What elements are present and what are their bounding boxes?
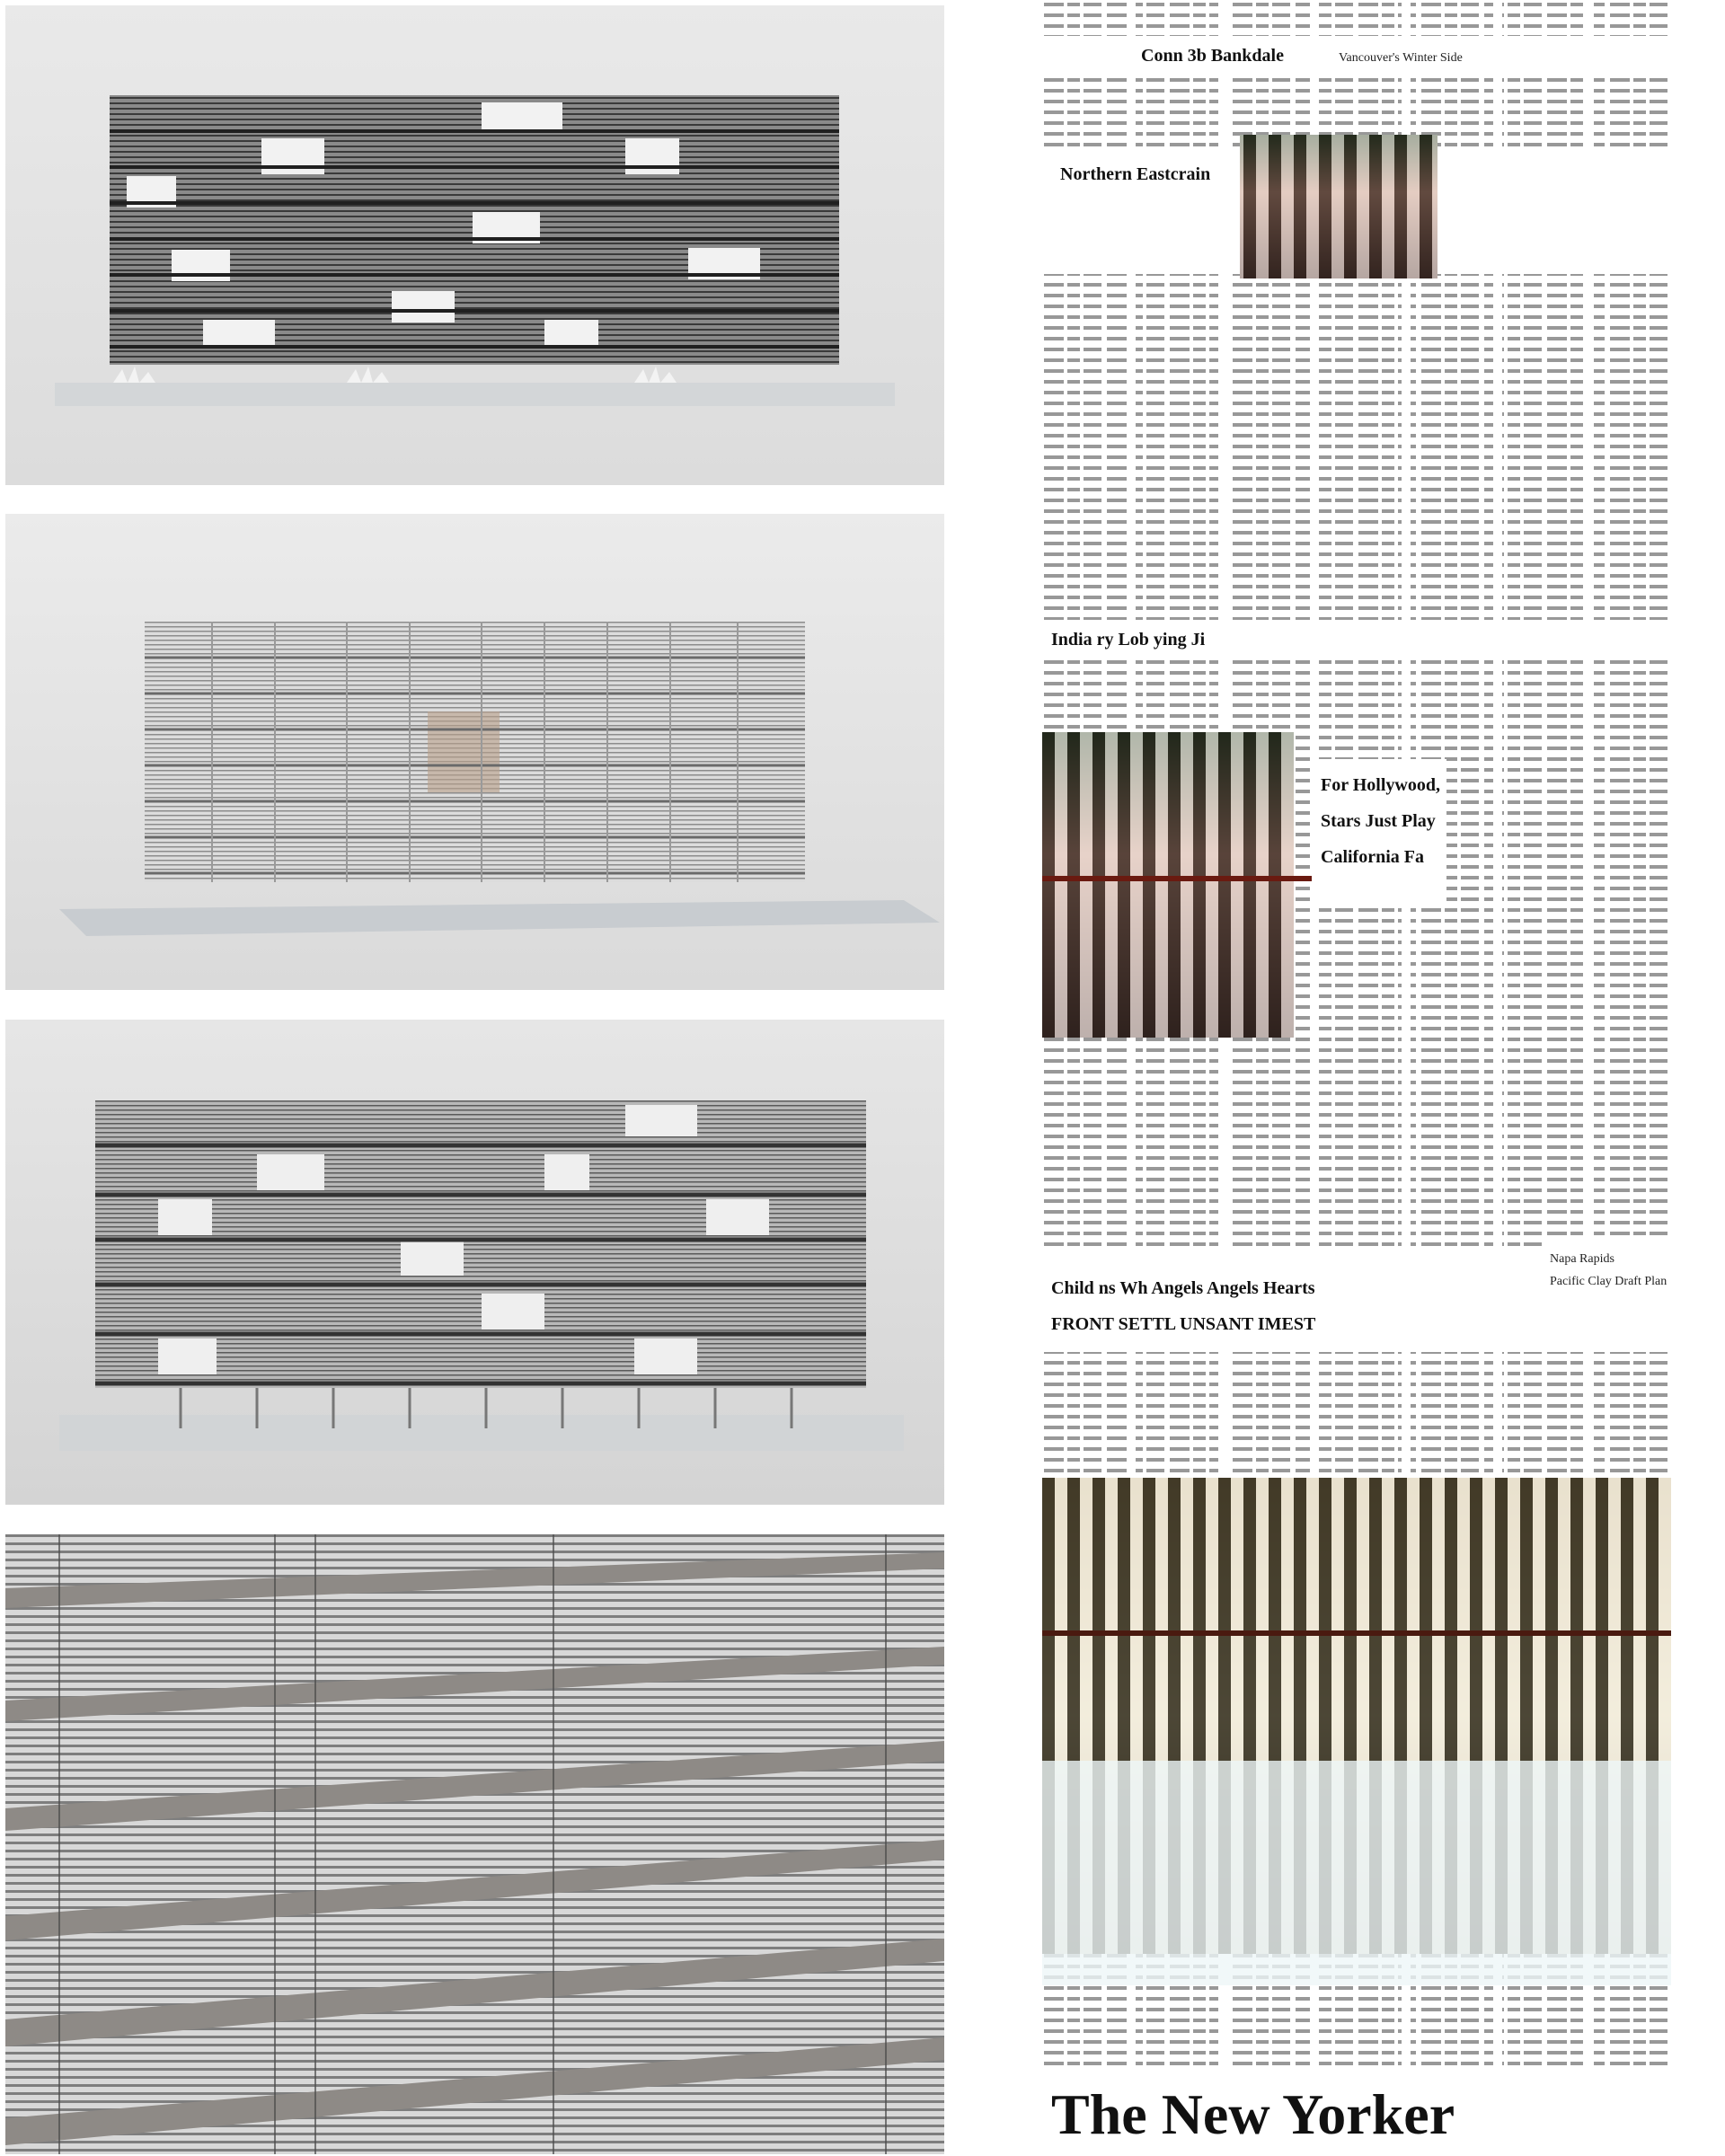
headline-text: Northern Eastcrain: [1060, 164, 1211, 184]
headline-band-mid: [1042, 620, 1671, 656]
headline-text: California Fa: [1321, 847, 1424, 867]
headline-band-photo: [1312, 759, 1446, 903]
model-photo-3: [5, 1020, 944, 1505]
headline-text: Stars Just Play: [1321, 811, 1436, 831]
headline-text: India ry Lob ying Ji: [1051, 630, 1206, 649]
masthead: [1042, 2066, 1671, 2156]
model-photo-4: [5, 1534, 944, 2154]
headline-text: Child ns Wh Angels Angels Hearts: [1051, 1278, 1315, 1298]
headline-text: FRONT SETTL UNSANT IMEST: [1051, 1314, 1316, 1334]
model-photo-1-image: [5, 5, 944, 485]
newspaper-collage: [1042, 0, 1671, 2156]
model-photo-2-image: [5, 514, 944, 990]
model-photo-3-image: [5, 1020, 944, 1505]
headline-text: Pacific Clay Draft Plan: [1550, 1275, 1668, 1288]
headline-text: Conn 3b Bankdale: [1141, 46, 1284, 66]
model-photo-2: [5, 514, 944, 990]
headline-text: For Hollywood,: [1321, 775, 1440, 795]
masthead-text: The New Yorker: [1051, 2082, 1455, 2146]
photo-strip-1: [1240, 135, 1438, 278]
newspaper-collage-image: [1042, 0, 1671, 2156]
photo-strip-3: [1042, 1478, 1671, 1985]
model-photo-4-image: [5, 1534, 944, 2154]
headline-band-lower: [1042, 1240, 1671, 1352]
headline-text: Vancouver's Winter Side: [1339, 51, 1463, 65]
headline-text: Napa Rapids: [1550, 1252, 1614, 1266]
model-photo-1: [5, 5, 944, 485]
